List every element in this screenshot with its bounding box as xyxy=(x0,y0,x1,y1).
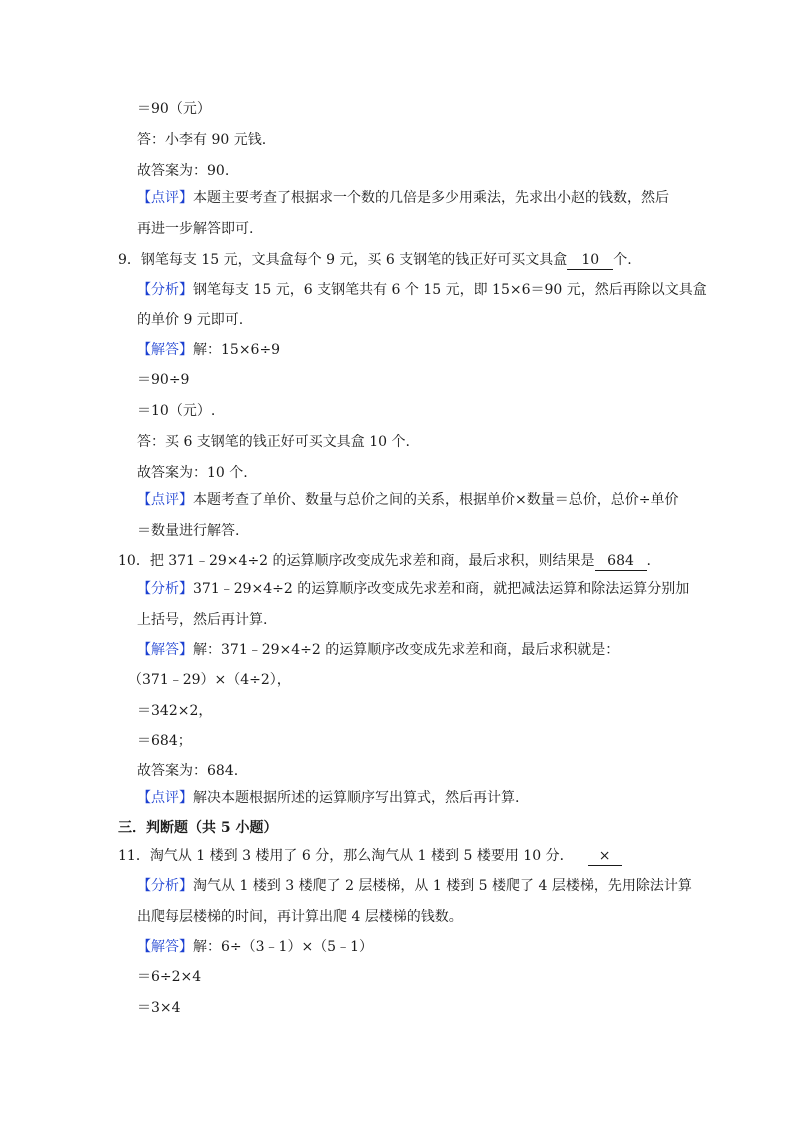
solution-line: 【解答】解：6÷（3﹣1）×（5﹣1） xyxy=(137,939,373,955)
solution-tag: 【解答】 xyxy=(137,642,193,658)
analysis-tag: 【分析】 xyxy=(137,282,193,298)
solution-tag: 【解答】 xyxy=(137,342,193,358)
text-line: 上括号，然后再计算. xyxy=(137,612,268,628)
text-line: 故答案为：684. xyxy=(137,763,239,779)
analysis-line: 【分析】371﹣29×4÷2 的运算顺序改变成先求差和商，就把减法运算和除法运算分别加 xyxy=(137,581,690,597)
text-line: ＝6÷2×4 xyxy=(137,969,202,985)
text-line: ＝90÷9 xyxy=(137,372,190,388)
text-line: ＝342×2， xyxy=(137,703,213,719)
answer-blank: 10 xyxy=(567,252,613,270)
section-heading: 三．判断题（共 5 小题） xyxy=(118,820,278,836)
solution-line: 【解答】解：371﹣29×4÷2 的运算顺序改变成先求差和商，最后求积就是： xyxy=(137,642,620,658)
text-line: ＝684； xyxy=(137,733,192,749)
analysis-line: 【分析】钢笔每支 15 元，6 支钢笔共有 6 个 15 元，即 15×6＝90 元，然后再除以文具盒 xyxy=(137,282,707,298)
analysis-tag: 【分析】 xyxy=(137,878,193,894)
comment-line: 【点评】本题主要考查了根据求一个数的几倍是多少用乘法，先求出小赵的钱数，然后 xyxy=(137,190,669,206)
text-line: 故答案为：90. xyxy=(137,163,230,179)
solution-tag: 【解答】 xyxy=(137,939,193,955)
text-line: 答：小李有 90 元钱. xyxy=(137,132,267,148)
text-line: 答：买 6 支钢笔的钱正好可买文具盒 10 个. xyxy=(137,434,410,450)
solution-line: 【解答】解：15×6÷9 xyxy=(137,342,281,358)
question-11: 11．淘气从 1 楼到 3 楼用了 6 分，那么淘气从 1 楼到 5 楼要用 10 分． × xyxy=(118,846,622,866)
text-line: 再进一步解答即可. xyxy=(137,221,254,237)
text-line: 出爬每层楼梯的时间，再计算出爬 4 层楼梯的钱数。 xyxy=(137,909,463,925)
text-line: （371﹣29）×（4÷2）， xyxy=(128,672,291,688)
text-line: ＝10（元）. xyxy=(137,403,216,419)
text-line: 的单价 9 元即可. xyxy=(137,312,244,328)
text-line: ＝90（元） xyxy=(137,101,211,117)
comment-tag: 【点评】 xyxy=(137,492,193,508)
question-9: 9．钢笔每支 15 元，文具盒每个 9 元，买 6 支钢笔的钱正好可买文具盒 10 个. xyxy=(118,252,632,268)
comment-line: 【点评】解决本题根据所述的运算顺序写出算式，然后再计算. xyxy=(137,790,520,806)
analysis-tag: 【分析】 xyxy=(137,581,193,597)
comment-line: 【点评】本题考查了单价、数量与总价之间的关系，根据单价×数量＝总价，总价÷单价 xyxy=(137,492,679,508)
answer-blank: × xyxy=(588,848,622,866)
analysis-line: 【分析】淘气从 1 楼到 3 楼爬了 2 层楼梯，从 1 楼到 5 楼爬了 4 层楼梯，先用除法计算 xyxy=(137,878,692,894)
comment-tag: 【点评】 xyxy=(137,790,193,806)
comment-tag: 【点评】 xyxy=(137,190,193,206)
text-line: 故答案为：10 个. xyxy=(137,465,248,481)
text-line: ＝数量进行解答. xyxy=(137,523,240,539)
answer-blank: 684 xyxy=(595,553,647,571)
question-10: 10．把 371﹣29×4÷2 的运算顺序改变成先求差和商，最后求积，则结果是 684 . xyxy=(118,553,651,569)
text-line: ＝3×4 xyxy=(137,1000,181,1016)
